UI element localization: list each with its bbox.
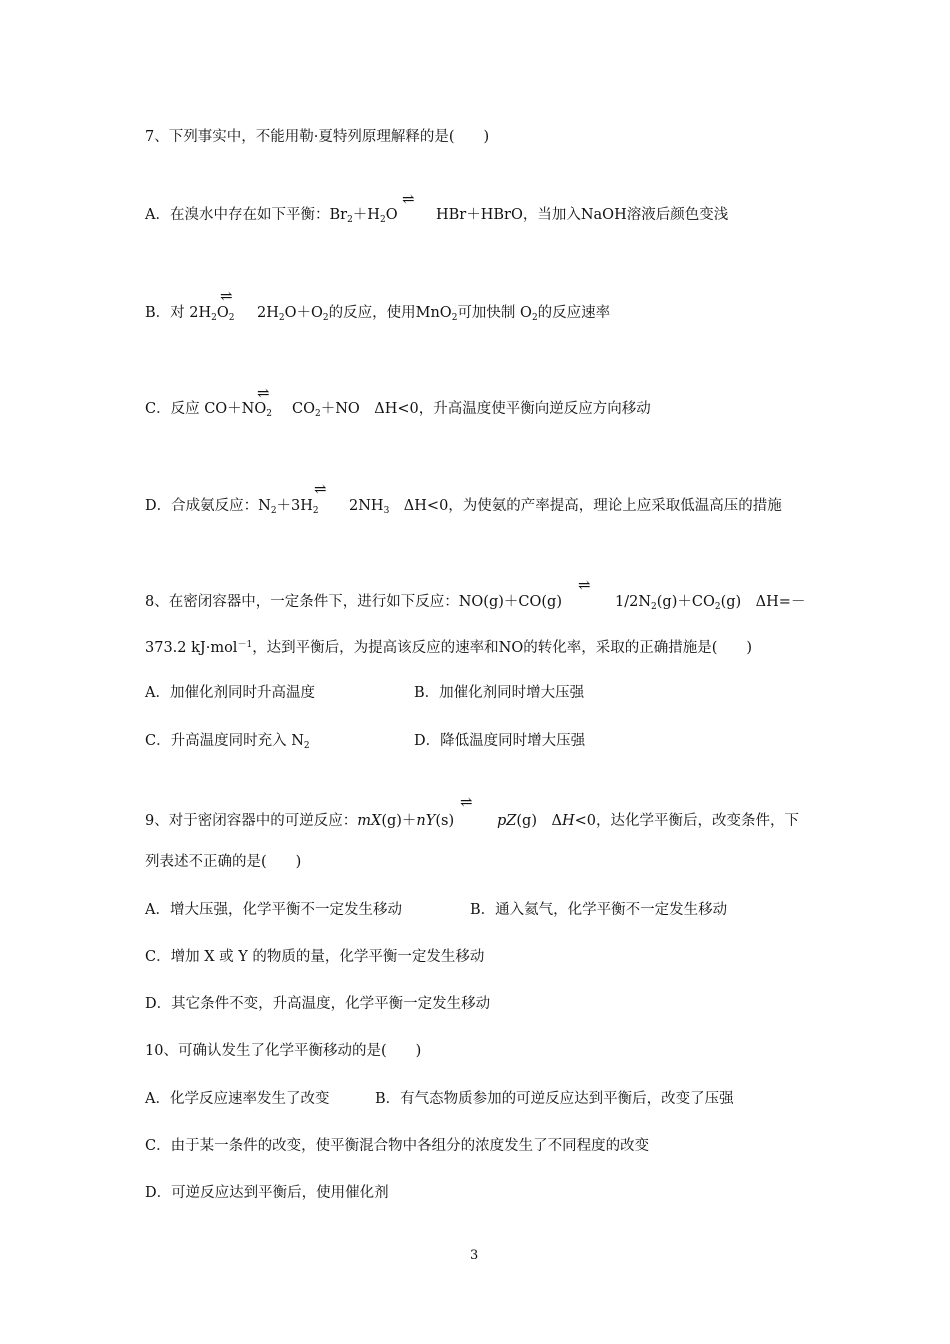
q9-stem-line1-right: pZ(g) ΔH<0，达化学平衡后，改变条件，下 [497,813,799,829]
q7-option-b-left: B．对 $2H_2O_2$ [145,305,235,323]
q7-option-a-left: A．在溴水中存在如下平衡：$Br_2+H_2O$ [145,207,398,225]
q8-option-d: D．降低温度同时增大压强 [414,733,586,749]
q8-option-a: A．加催化剂同时升高温度 [145,685,315,701]
q9-option-a: A．增大压强，化学平衡不一定发生移动 [145,902,402,918]
q7-option-d-left: D．合成氨反应：$N_2+3H_2$ [145,498,319,516]
q10-option-d: D．可逆反应达到平衡后，使用催化剂 [145,1185,389,1201]
q10-stem: 10、可确认发生了化学平衡移动的是( ) [145,1043,422,1059]
q9-stem-line1-left: 9、对于密闭容器中的可逆反应：mX(g)＋nY(s) [145,813,455,829]
q9-option-c: C．增加 X 或 Y 的物质的量，化学平衡一定发生移动 [145,949,485,965]
q9-option-d: D．其它条件不变，升高温度，化学平衡一定发生移动 [145,996,491,1012]
equilibrium-arrow-icon: ⇌ [314,480,327,498]
equilibrium-arrow-icon: ⇌ [460,793,473,811]
q9-option-b: B．通入氦气，化学平衡不一定发生移动 [470,902,728,918]
q8-option-c: C．升高温度同时充入 $N_2$ [145,733,310,751]
q7-option-a-right: HBr＋HBrO，当加入NaOH溶液后颜色变浅 [436,207,729,223]
q10-option-b: B．有气态物质参加的可逆反应达到平衡后，改变了压强 [375,1091,734,1107]
q7-stem: 7、下列事实中，不能用勒·夏特列原理解释的是( ) [145,129,490,145]
q8-option-b: B．加催化剂同时增大压强 [414,685,585,701]
q9-stem-line2: 列表述不正确的是( ) [145,854,302,870]
q7-option-b-right: $2H_2O+O_2$的反应，使用MnO$_2$可加快制 $O_2$的反应速率 [257,305,611,323]
equilibrium-arrow-icon: ⇌ [257,384,270,402]
q10-option-a: A．化学反应速率发生了改变 [145,1091,330,1107]
q7-option-c-left: C．反应 $CO+NO_2$ [145,401,272,419]
q8-stem-line1-left: 8、在密闭容器中，一定条件下，进行如下反应：NO(g)＋CO(g) [145,594,562,610]
equilibrium-arrow-icon: ⇌ [402,190,415,208]
equilibrium-arrow-icon: ⇌ [220,287,233,305]
q7-option-d-right: $2NH_3$ ΔH<0，为使氨的产率提高，理论上应采取低温高压的措施 [349,498,782,516]
q7-option-c-right: $CO_2+NO$ ΔH<0，升高温度使平衡向逆反应方向移动 [292,401,651,419]
page-number: 3 [470,1248,479,1263]
q8-stem-line1-right: $1/2N_2(g)+CO_2(g)$ ΔH=－ [615,594,806,612]
q8-stem-line2: 373.2 kJ·mol$^{-1}$，达到平衡后，为提高该反应的速率和NO的转化率，采取的正确措施是( ) [145,640,753,656]
equilibrium-arrow-icon: ⇌ [578,576,591,594]
q10-option-c: C．由于某一条件的改变，使平衡混合物中各组分的浓度发生了不同程度的改变 [145,1138,650,1154]
